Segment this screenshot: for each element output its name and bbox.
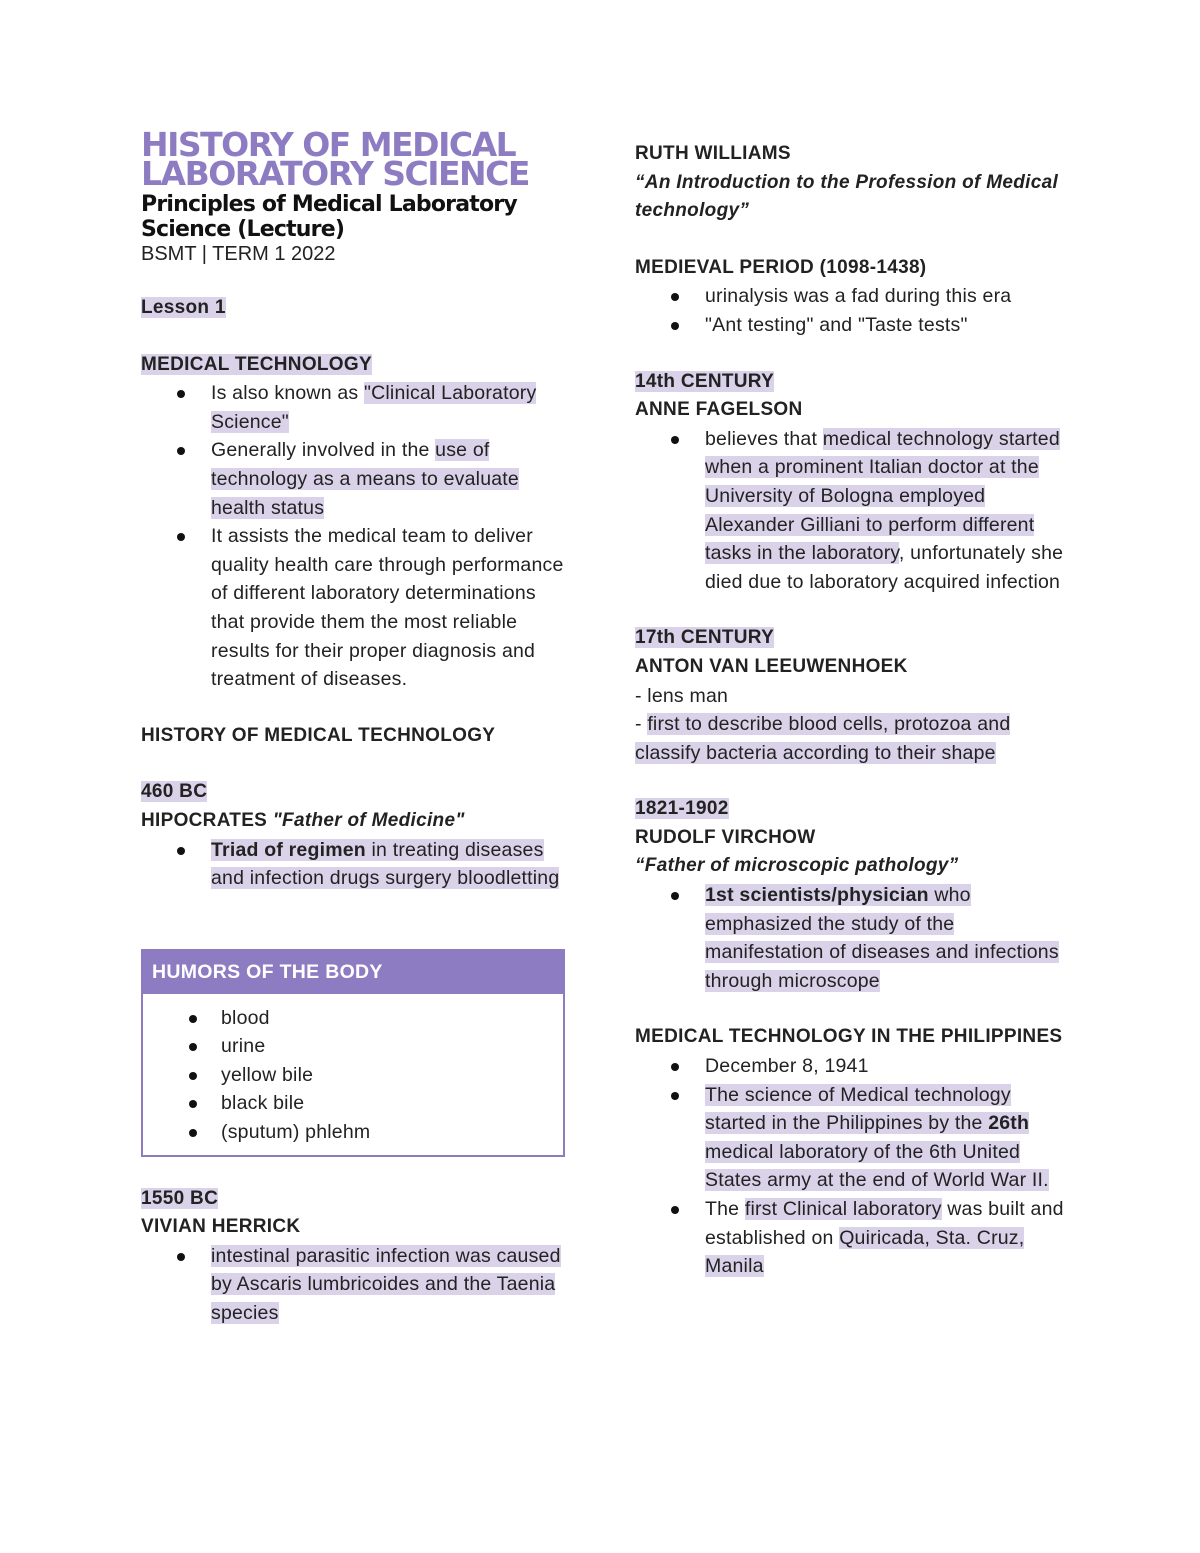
virchow-name: RUDOLF VIRCHOW (635, 826, 816, 848)
bullet-icon (177, 533, 185, 541)
herrick-name: VIVIAN HERRICK (141, 1216, 301, 1238)
list-item (141, 522, 571, 694)
subtitle-line-1: Principles of Medical Laboratory (141, 192, 517, 217)
humors-heading: HUMORS OF THE BODY (143, 951, 563, 994)
highlight-text: medical technology started when a prominent Italian doctor at the University of Bologna employed Alexander Gilliani to perform different tasks in the laboratory (705, 427, 1060, 565)
list-item (635, 425, 1065, 597)
highlight-text: intestinal parasitic infection was caused by Ascaris lumbricoides and the Taenia species (211, 1244, 561, 1325)
bullet-icon (671, 1206, 679, 1214)
text: urinalysis was a fad during this era (705, 285, 1012, 308)
humor-item: (sputum) phlehm (221, 1121, 371, 1144)
list-item (141, 379, 571, 436)
text: was built and established on (705, 1198, 1064, 1249)
text: The science of Medical technology started in the Philippines by the (705, 1083, 1011, 1135)
list-item (635, 1195, 1065, 1281)
highlight-text: Quiricada, Sta. Cruz, Manila (705, 1226, 1025, 1278)
virchow-title: “Father of microscopic pathology” (635, 855, 959, 877)
highlight-text: first Clinical laboratory (744, 1198, 942, 1220)
text: - (635, 713, 648, 736)
title-line-1: HISTORY OF MEDICAL (141, 125, 516, 164)
century-17th: 17th CENTURY (635, 627, 775, 649)
leeuwenhoek-line-2 (635, 710, 1065, 767)
triad-bold: Triad of regimen (211, 838, 366, 861)
bullet-icon (189, 1100, 197, 1108)
text: The (705, 1198, 745, 1220)
bullet-icon (671, 293, 679, 301)
list-item (143, 1004, 563, 1033)
list-item (143, 1061, 563, 1090)
text: December 8, 1941 (705, 1055, 869, 1078)
lesson-label: Lesson 1 (141, 297, 226, 318)
list-item (635, 282, 1065, 311)
text: , unfortunately she died due to laboratory acquired infection (705, 542, 1064, 593)
bullet-icon (177, 1253, 185, 1261)
subtitle-line-2: Science (Lecture) (141, 217, 345, 242)
bullet-icon (671, 892, 679, 900)
list-item (635, 1052, 1065, 1081)
bullet-icon (671, 1092, 679, 1100)
list-item (141, 436, 571, 522)
bullet-icon (177, 390, 185, 398)
bullet-icon (189, 1043, 197, 1051)
bullet-icon (177, 447, 185, 455)
bullet-icon (189, 1072, 197, 1080)
doc-title (141, 125, 571, 193)
hipocrates-title: "Father of Medicine" (272, 809, 465, 831)
history-heading: HISTORY OF MEDICAL TECHNOLOGY (141, 724, 496, 746)
date-1550bc: 1550 BC (141, 1187, 219, 1209)
list-item (635, 1081, 1065, 1195)
list-item (635, 881, 1065, 995)
text: Generally involved in the (211, 439, 436, 462)
list-item (141, 836, 571, 893)
text: It assists the medical team to deliver quality health care through performance of different laboratory determinations that provide them the most reliable results for their proper diagnosis and treatment of diseases. (211, 525, 564, 691)
right-column (635, 140, 1065, 1281)
bullet-icon (177, 847, 185, 855)
hipocrates-name: HIPOCRATES (141, 809, 273, 831)
bullet-icon (671, 1063, 679, 1071)
williams-work: “An Introduction to the Profession of Medical technology” (635, 171, 1059, 222)
humor-item: urine (221, 1035, 266, 1058)
humors-box (141, 949, 565, 1157)
date-1821-1902: 1821-1902 (635, 798, 729, 820)
highlight-text: first to describe blood cells, protozoa and classify bacteria according to their shape (635, 713, 1011, 764)
bold-text: 26th (988, 1112, 1030, 1135)
list-item (143, 1118, 563, 1147)
bullet-icon (671, 436, 679, 444)
highlight-text: use of technology as a means to evaluate health status (211, 439, 519, 519)
highlight-text: "Clinical Laboratory Science" (211, 382, 537, 433)
list-item (143, 1032, 563, 1061)
philippines-heading: MEDICAL TECHNOLOGY IN THE PHILIPPINES (635, 1026, 1063, 1048)
text: "Ant testing" and "Taste tests" (705, 313, 968, 336)
humor-item: yellow bile (221, 1063, 314, 1086)
medtech-list (141, 379, 571, 694)
virchow-text: who emphasized the study of the manifestation of diseases and infections through microscope (705, 884, 1059, 992)
list-item (635, 311, 1065, 340)
bullet-icon (189, 1015, 197, 1023)
date-460bc: 460 BC (141, 781, 208, 803)
century-14th: 14th CENTURY (635, 370, 775, 392)
text: believes that (705, 427, 823, 450)
bullet-icon (189, 1129, 197, 1137)
leeuwenhoek-line-1: - lens man (635, 684, 729, 707)
virchow-bold: 1st scientists/physician (705, 884, 929, 907)
williams-name: RUTH WILLIAMS (635, 143, 791, 164)
medtech-heading: MEDICAL TECHNOLOGY (141, 353, 372, 375)
text: Is also known as (211, 382, 364, 405)
leeuwenhoek-name: ANTON VAN LEEUWENHOEK (635, 655, 908, 677)
humor-item: black bile (221, 1092, 305, 1115)
left-column (141, 125, 571, 1328)
text: medical laboratory of the 6th United States army at the end of World War II. (705, 1140, 1049, 1192)
hipocrates-heading (141, 807, 571, 836)
triad-text: in treating diseases and infection drugs surgery bloodletting (211, 838, 560, 890)
doc-subtitle (141, 192, 571, 242)
fagelson-name: ANNE FAGELSON (635, 399, 803, 421)
title-line-2: LABORATORY SCIENCE (141, 154, 529, 193)
medieval-heading: MEDIEVAL PERIOD (1098-1438) (635, 256, 927, 278)
term-label: BSMT | TERM 1 2022 (141, 243, 336, 265)
list-item (141, 1242, 571, 1328)
bullet-icon (671, 322, 679, 330)
humor-item: blood (221, 1006, 270, 1029)
list-item (143, 1089, 563, 1118)
